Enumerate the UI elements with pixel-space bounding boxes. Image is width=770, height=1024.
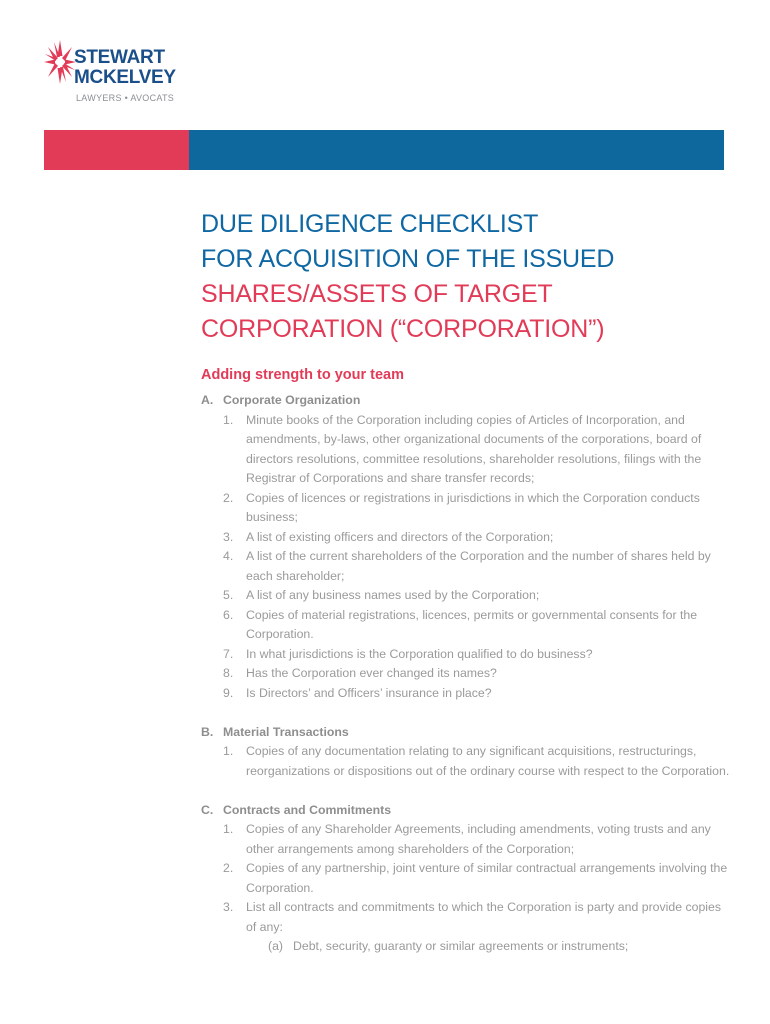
item-number: 7. — [223, 646, 234, 661]
list-item — [201, 898, 731, 937]
item-number: 5. — [223, 588, 234, 602]
list-subitem — [201, 937, 731, 957]
item-number: 2. — [223, 490, 234, 505]
header-band-red — [44, 130, 189, 170]
section-letter: A. — [201, 393, 214, 407]
item-number: 1. — [223, 744, 234, 758]
item-text: Minute books of the Corporation including copies of Articles of Incorporation, and amendments, by-laws, other organizational documents of the corporations, board of directors resolutions, committee resolutions, shareholder resolutions, filings with the Registrar of Corporations and share transfer records; — [246, 412, 702, 485]
item-number: 1. — [223, 822, 234, 836]
title-line-1: DUE DILIGENCE CHECKLIST — [201, 210, 539, 238]
title-line-3: SHARES/ASSETS OF TARGET — [201, 280, 553, 308]
list-item — [201, 489, 731, 528]
item-text: List all contracts and commitments to which the Corporation is party and provide copies of any: — [246, 900, 722, 934]
star-logo-icon — [44, 40, 78, 88]
list-item — [201, 586, 731, 606]
item-number: 8. — [223, 666, 234, 680]
subitem-letter: (a) — [268, 939, 284, 953]
item-text: A list of existing officers and directors of the Corporation; — [246, 529, 554, 544]
list-item — [201, 547, 731, 586]
item-number: 9. — [223, 685, 234, 700]
item-text: Copies of any Shareholder Agreements, including amendments, voting trusts and any other arrangements among shareholders of the Corporation; — [246, 822, 711, 856]
logo-word-mckelvey: MCKELVEY — [74, 67, 176, 88]
checklist — [201, 391, 731, 957]
item-text: Copies of any partnership, joint venture of similar contractual arrangements involving the Corporation. — [246, 861, 728, 895]
item-text: Copies of any documentation relating to any significant acquisitions, restructurings, reorganizations or dispositions out of the ordinary course with respect to the Corporation. — [246, 744, 730, 778]
list-item — [201, 411, 731, 489]
section-letter: B. — [201, 724, 214, 739]
list-item — [201, 528, 731, 548]
list-item — [201, 684, 731, 704]
subtitle: Adding strength to your team — [201, 367, 404, 383]
logo-tagline: LAWYERS • AVOCATS — [76, 93, 175, 103]
item-number: 6. — [223, 607, 234, 622]
title-line-4: CORPORATION (“CORPORATION”) — [201, 315, 605, 343]
item-text: Copies of licences or registrations in jurisdictions in which the Corporation conducts business; — [246, 490, 700, 524]
section-title: Material Transactions — [223, 724, 349, 739]
item-text: A list of any business names used by the Corporation; — [246, 588, 540, 602]
list-item — [201, 645, 731, 665]
item-number: 2. — [223, 861, 234, 875]
list-item — [201, 820, 731, 859]
item-text: Is Directors’ and Officers’ insurance in place? — [246, 685, 492, 700]
title-line-2: FOR ACQUISITION OF THE ISSUED — [201, 245, 615, 273]
item-number: 3. — [223, 900, 234, 914]
subitem-text: Debt, security, guaranty or similar agreements or instruments; — [293, 939, 629, 953]
firm-logo — [44, 40, 184, 110]
item-text: A list of the current shareholders of the Corporation and the number of shares held by each shareholder; — [246, 549, 711, 583]
section-title: Contracts and Commitments — [223, 802, 392, 817]
section-heading — [201, 391, 731, 411]
logo-word-stewart: STEWART — [74, 47, 165, 68]
list-item — [201, 859, 731, 898]
item-number: 1. — [223, 412, 234, 427]
section-corporate-organization — [201, 391, 731, 703]
section-heading — [201, 723, 731, 743]
header-band-blue — [189, 130, 724, 170]
section-letter: C. — [201, 802, 214, 817]
section-heading — [201, 801, 731, 821]
list-item — [201, 664, 731, 684]
section-title: Corporate Organization — [223, 393, 361, 407]
item-number: 4. — [223, 549, 234, 563]
section-contracts-and-commitments — [201, 801, 731, 957]
item-text: Has the Corporation ever changed its names? — [246, 666, 497, 680]
item-text: In what jurisdictions is the Corporation qualified to do business? — [246, 646, 593, 661]
item-number: 3. — [223, 529, 234, 544]
list-item — [201, 606, 731, 645]
section-material-transactions — [201, 723, 731, 782]
document-title — [201, 207, 741, 347]
item-text: Copies of material registrations, licences, permits or governmental consents for the Corporation. — [246, 607, 698, 641]
list-item — [201, 742, 731, 781]
